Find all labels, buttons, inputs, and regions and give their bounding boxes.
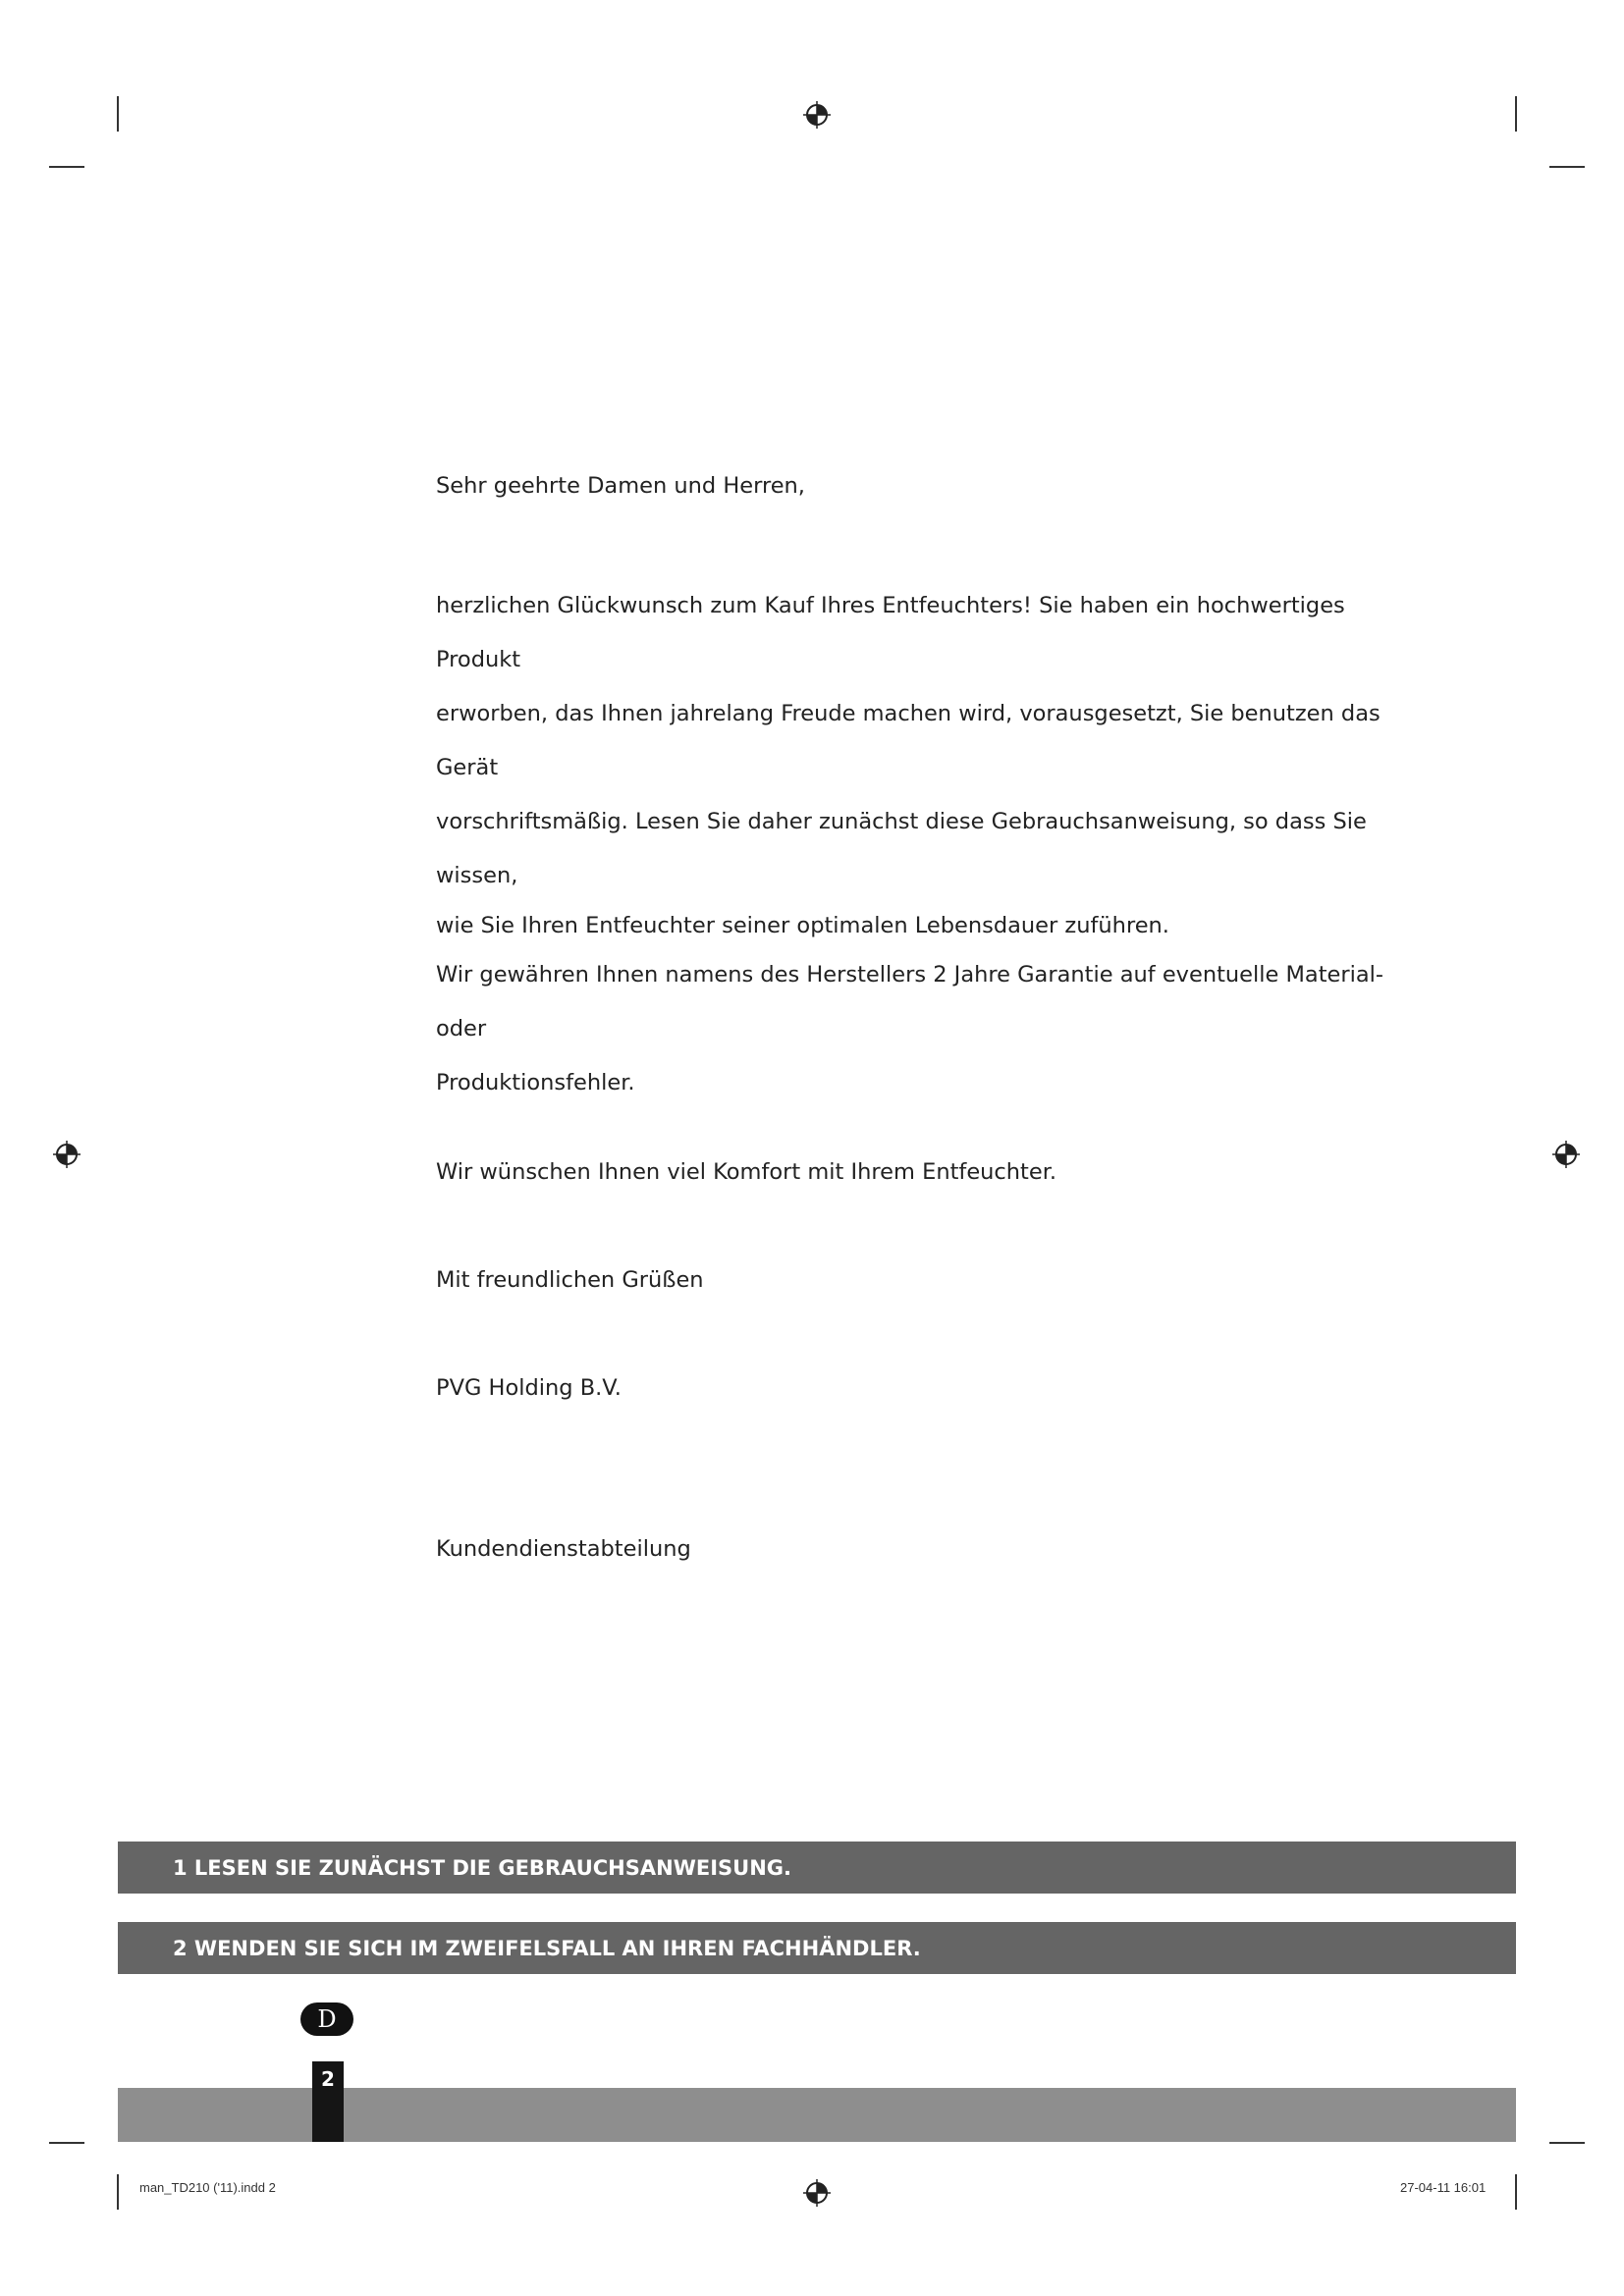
print-slug-datetime: 27-04-11 16:01 — [1400, 2180, 1487, 2195]
letter-department: Kundendienstabteilung — [436, 1536, 691, 1562]
print-slug-file: man_TD210 ('11).indd 2 — [139, 2180, 276, 2195]
letter-line: wie Sie Ihren Entfeuchter seiner optimalen Lebensdauer zuführen. — [436, 913, 1169, 938]
notice-bar-read-manual — [118, 1842, 1516, 1894]
welcome-letter — [436, 471, 1418, 1564]
crop-mark — [1515, 2174, 1517, 2210]
crop-mark — [49, 2142, 84, 2144]
crop-mark — [117, 2174, 119, 2210]
letter-line: erworben, das Ihnen jahrelang Freude machen wird, vorausgesetzt, Sie benutzen das Gerät — [436, 701, 1380, 780]
crop-mark — [1515, 96, 1517, 132]
registration-mark-icon — [1551, 1140, 1581, 1169]
language-badge: D — [300, 2002, 353, 2036]
crop-mark — [49, 166, 84, 168]
letter-wish: Wir wünschen Ihnen viel Komfort mit Ihrem Entfeuchter. — [436, 1159, 1057, 1185]
notice-text: 2 WENDEN SIE SICH IM ZWEIFELSFALL AN IHREN FACHHÄNDLER. — [173, 1936, 921, 1960]
registration-mark-icon — [802, 100, 832, 130]
crop-mark — [1549, 166, 1585, 168]
letter-line: Wir gewähren Ihnen namens des Herstellers 2 Jahre Garantie auf eventuelle Material- oder — [436, 962, 1384, 1041]
letter-line: herzlichen Glückwunsch zum Kauf Ihres Entfeuchters! Sie haben ein hochwertiges Produkt — [436, 593, 1345, 672]
notice-text: 1 LESEN SIE ZUNÄCHST DIE GEBRAUCHSANWEISUNG. — [173, 1855, 791, 1880]
page-number: 2 — [312, 2061, 344, 2142]
registration-mark-icon — [802, 2178, 832, 2208]
letter-company: PVG Holding B.V. — [436, 1375, 622, 1401]
letter-line: vorschriftsmäßig. Lesen Sie daher zunächst diese Gebrauchsanweisung, so dass Sie wissen, — [436, 809, 1367, 888]
letter-body — [436, 579, 1418, 1110]
letter-closing: Mit freundlichen Grüßen — [436, 1267, 704, 1293]
letter-line: Produktionsfehler. — [436, 1070, 635, 1095]
crop-mark — [117, 96, 119, 132]
letter-salutation: Sehr geehrte Damen und Herren, — [436, 473, 805, 499]
notice-bar-consult-dealer — [118, 1922, 1516, 1974]
registration-mark-icon — [52, 1140, 81, 1169]
crop-mark — [1549, 2142, 1585, 2144]
